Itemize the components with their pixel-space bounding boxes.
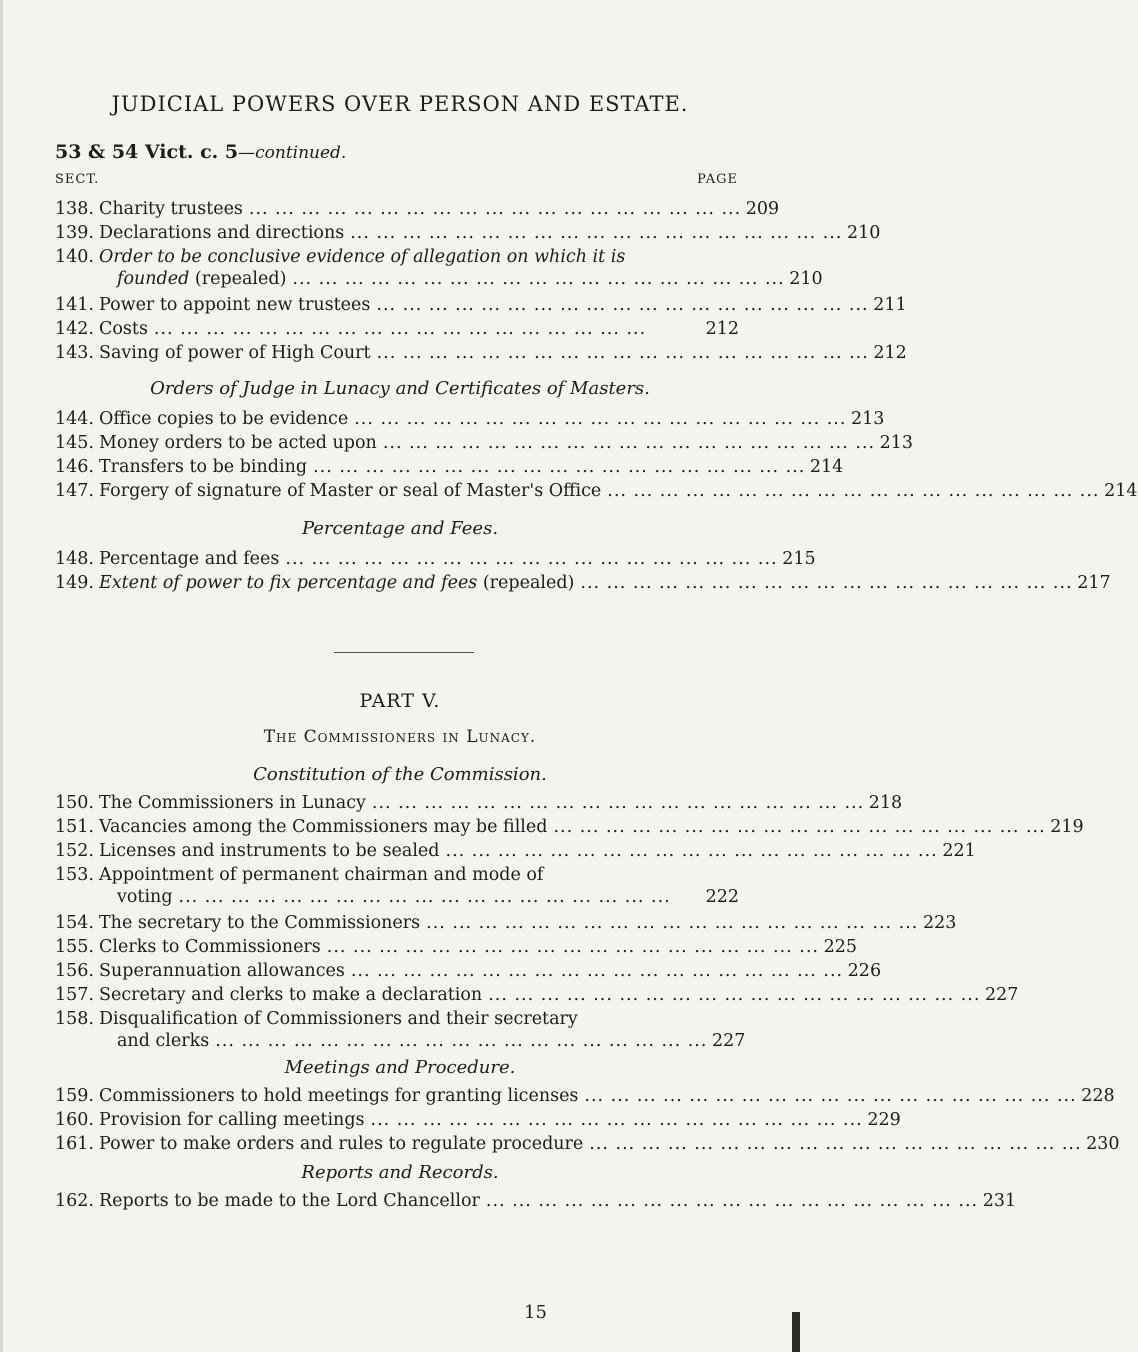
- toc-entry: [55, 864, 739, 908]
- toc-entry: [55, 318, 739, 340]
- entry-title: Percentage and fees: [99, 549, 280, 569]
- entry-title: Commissioners to hold meetings for granting licenses: [99, 1086, 579, 1106]
- section-number: 150.: [55, 793, 94, 813]
- section-number: 138.: [55, 199, 94, 219]
- entry-title: The secretary to the Commissioners: [99, 913, 421, 933]
- page-ref: 219: [1050, 817, 1084, 837]
- toc-entry: [55, 456, 844, 478]
- entry-title: Secretary and clerks to make a declaration: [99, 985, 483, 1005]
- page-ref: 229: [867, 1110, 901, 1130]
- page-ref: 210: [847, 223, 881, 243]
- toc-entry: [55, 480, 1138, 502]
- section-number: 141.: [55, 295, 94, 315]
- toc-entry: [55, 572, 1111, 594]
- dot-leader: ... ... ... ... ... ... ... ... ... ... ... ... ... ... ... ... ... ... ...: [248, 199, 742, 219]
- dot-leader: ... ... ... ... ... ... ... ... ... ... ... ... ... ... ... ... ... ... ...: [215, 1031, 708, 1051]
- page-ref: 227: [712, 1031, 746, 1051]
- page-ref: 213: [851, 409, 885, 429]
- toc-entry: [55, 246, 823, 290]
- entry-title: Power to make orders and rules to regulate procedure: [99, 1134, 584, 1154]
- dot-leader: ... ... ... ... ... ... ... ... ... ... ... ... ... ... ... ... ... ... ...: [607, 481, 1100, 501]
- act-ref-continued: —continued.: [238, 143, 347, 163]
- page-ref: 230: [1086, 1134, 1120, 1154]
- section-number: 151.: [55, 817, 94, 837]
- section-number: 147.: [55, 481, 94, 501]
- subheading-reports: Reports and Records.: [301, 1162, 499, 1183]
- section-number: 156.: [55, 961, 94, 981]
- page-ref: 213: [879, 433, 914, 453]
- toc-entry: [55, 984, 1019, 1006]
- dot-leader: ... ... ... ... ... ... ... ... ... ... ... ... ... ... ... ... ... ... ...: [584, 1086, 1077, 1106]
- page-ref: 215: [782, 549, 816, 569]
- dot-leader: ... ... ... ... ... ... ... ... ... ... ... ... ... ... ... ... ... ... ...: [292, 269, 785, 289]
- toc-entry: [55, 816, 1084, 838]
- section-number: 153.: [55, 865, 94, 885]
- toc-entry: [55, 1008, 746, 1052]
- part-subtitle: The Commissioners in Lunacy.: [263, 727, 537, 747]
- page-ref: 221: [942, 841, 976, 861]
- entry-title: Vacancies among the Commissioners may be filled: [99, 817, 548, 837]
- subheading-constitution: Constitution of the Commission.: [253, 764, 547, 785]
- dot-leader: ... ... ... ... ... ... ... ... ... ... ... ... ... ... ... ... ... ... ...: [376, 343, 869, 363]
- section-divider: [334, 652, 474, 653]
- page-ref: 228: [1081, 1086, 1115, 1106]
- entry-title-line: Disqualification of Commissioners and their secretary: [99, 1009, 578, 1029]
- page-ref: 214: [1104, 481, 1138, 501]
- entry-title: Charity trustees: [99, 199, 243, 219]
- dot-leader: ... ... ... ... ... ... ... ... ... ... ... ... ... ... ... ... ... ... ...: [376, 295, 869, 315]
- entry-title: Superannuation allowances: [99, 961, 345, 981]
- dot-leader: ... ... ... ... ... ... ... ... ... ... ... ... ... ... ... ... ... ... ...: [350, 961, 844, 981]
- entry-title: Extent of power to fix percentage and fees (repealed): [99, 573, 575, 593]
- dot-leader: ... ... ... ... ... ... ... ... ... ... ... ... ... ... ... ... ... ... ...: [426, 913, 919, 933]
- page-number: 15: [524, 1302, 547, 1323]
- page-ref: 223: [922, 913, 957, 933]
- act-ref-text: 53 & 54 Vict. c. 5: [55, 141, 239, 163]
- section-number: 144.: [55, 409, 94, 429]
- part-title: PART V.: [359, 690, 441, 712]
- dot-leader: ... ... ... ... ... ... ... ... ... ... ... ... ... ... ... ... ... ... ...: [485, 1191, 979, 1211]
- toc-entry: [55, 936, 857, 958]
- entry-title-line: Order to be conclusive evidence of allegation on which it is: [99, 247, 626, 267]
- entry-title: Clerks to Commissioners: [99, 937, 321, 957]
- section-number: 142.: [55, 319, 94, 339]
- entry-title: and clerks: [117, 1031, 210, 1051]
- entry-title: founded (repealed): [117, 269, 287, 289]
- dot-leader: ... ... ... ... ... ... ... ... ... ... ... ... ... ... ... ... ... ... ...: [371, 793, 865, 813]
- dot-leader: ... ... ... ... ... ... ... ... ... ... ... ... ... ... ... ... ... ... ...: [326, 937, 819, 957]
- toc-entry: [55, 792, 903, 814]
- section-number: 152.: [55, 841, 94, 861]
- dot-leader: ... ... ... ... ... ... ... ... ... ... ... ... ... ... ... ... ... ... ...: [153, 319, 647, 339]
- page-corner-shadow: [792, 1312, 800, 1352]
- section-number: 140.: [55, 247, 94, 267]
- section-number: 139.: [55, 223, 94, 243]
- page-ref: 209: [745, 199, 780, 219]
- toc-entry: [55, 1085, 1115, 1107]
- toc-entry: [55, 432, 914, 454]
- page-ref: 231: [982, 1191, 1017, 1211]
- subheading-meetings: Meetings and Procedure.: [284, 1057, 516, 1078]
- toc-entry: [55, 1109, 901, 1131]
- running-head: JUDICIAL POWERS OVER PERSON AND ESTATE.: [111, 92, 689, 116]
- dot-leader: ... ... ... ... ... ... ... ... ... ... ... ... ... ... ... ... ... ... ...: [553, 817, 1046, 837]
- section-number: 146.: [55, 457, 94, 477]
- subheading-percentage: Percentage and Fees.: [301, 518, 499, 539]
- section-number: 162.: [55, 1191, 94, 1211]
- entry-title: Power to appoint new trustees: [99, 295, 371, 315]
- entry-title: Transfers to be binding: [99, 457, 308, 477]
- entry-title: Provision for calling meetings: [99, 1110, 365, 1130]
- column-heading-sect: SECT.: [55, 172, 100, 187]
- entry-title: voting: [117, 887, 173, 907]
- page-ref: 211: [873, 295, 907, 315]
- section-number: 161.: [55, 1134, 94, 1154]
- dot-leader: ... ... ... ... ... ... ... ... ... ... ... ... ... ... ... ... ... ... ...: [445, 841, 938, 861]
- dot-leader: ... ... ... ... ... ... ... ... ... ... ... ... ... ... ... ... ... ... ...: [488, 985, 981, 1005]
- toc-entry: [55, 960, 882, 982]
- page-ref: 212: [873, 343, 907, 363]
- entry-title: Money orders to be acted upon: [99, 433, 377, 453]
- page-ref: 210: [789, 269, 823, 289]
- toc-entry: [55, 1133, 1120, 1155]
- section-number: 143.: [55, 343, 94, 363]
- dot-leader: ... ... ... ... ... ... ... ... ... ... ... ... ... ... ... ... ... ... ...: [589, 1134, 1082, 1154]
- entry-title: Saving of power of High Court: [99, 343, 371, 363]
- toc-entry: [55, 222, 881, 244]
- entry-title: Reports to be made to the Lord Chancellor: [99, 1191, 480, 1211]
- toc-entry: [55, 548, 816, 570]
- page-ref: 226: [847, 961, 882, 981]
- dot-leader: ... ... ... ... ... ... ... ... ... ... ... ... ... ... ... ... ... ... ...: [382, 433, 876, 453]
- page-ref: 212: [705, 319, 739, 339]
- dot-leader: ... ... ... ... ... ... ... ... ... ... ... ... ... ... ... ... ... ... ...: [285, 549, 778, 569]
- section-number: 145.: [55, 433, 94, 453]
- act-reference: [55, 141, 346, 163]
- entry-title: Forgery of signature of Master or seal of Master's Office: [99, 481, 602, 501]
- toc-entry: [55, 408, 885, 430]
- page-ref: 227: [985, 985, 1019, 1005]
- entry-title-line: Appointment of permanent chairman and mode of: [99, 865, 544, 885]
- page-edge: [0, 0, 3, 1352]
- dot-leader: ... ... ... ... ... ... ... ... ... ... ... ... ... ... ... ... ... ... ...: [178, 887, 671, 907]
- page-ref: 217: [1077, 573, 1111, 593]
- page-ref: 222: [705, 887, 739, 907]
- entry-title: Office copies to be evidence: [99, 409, 349, 429]
- dot-leader: ... ... ... ... ... ... ... ... ... ... ... ... ... ... ... ... ... ... ...: [580, 573, 1073, 593]
- section-number: 160.: [55, 1110, 94, 1130]
- page-ref: 218: [868, 793, 903, 813]
- section-number: 157.: [55, 985, 94, 1005]
- section-number: 154.: [55, 913, 94, 933]
- dot-leader: ... ... ... ... ... ... ... ... ... ... ... ... ... ... ... ... ... ... ...: [313, 457, 806, 477]
- page-ref: 225: [823, 937, 857, 957]
- toc-entry: [55, 294, 907, 316]
- dot-leader: ... ... ... ... ... ... ... ... ... ... ... ... ... ... ... ... ... ... ...: [350, 223, 843, 243]
- entry-title: The Commissioners in Lunacy: [99, 793, 366, 813]
- section-number: 149.: [55, 573, 94, 593]
- section-number: 148.: [55, 549, 94, 569]
- toc-entry: [55, 912, 957, 934]
- section-number: 158.: [55, 1009, 94, 1029]
- dot-leader: ... ... ... ... ... ... ... ... ... ... ... ... ... ... ... ... ... ... ...: [354, 409, 847, 429]
- section-number: 155.: [55, 937, 94, 957]
- toc-entry: [55, 1190, 1017, 1212]
- entry-title: Declarations and directions: [99, 223, 345, 243]
- entry-title: Licenses and instruments to be sealed: [99, 841, 440, 861]
- page-ref: 214: [809, 457, 844, 477]
- toc-entry: [55, 198, 780, 220]
- toc-entry: [55, 342, 907, 364]
- entry-title: Costs: [99, 319, 148, 339]
- dot-leader: ... ... ... ... ... ... ... ... ... ... ... ... ... ... ... ... ... ... ...: [370, 1110, 863, 1130]
- toc-entry: [55, 840, 976, 862]
- subheading-orders: Orders of Judge in Lunacy and Certificates of Masters.: [150, 378, 650, 399]
- column-heading-page: PAGE: [697, 172, 738, 187]
- section-number: 159.: [55, 1086, 94, 1106]
